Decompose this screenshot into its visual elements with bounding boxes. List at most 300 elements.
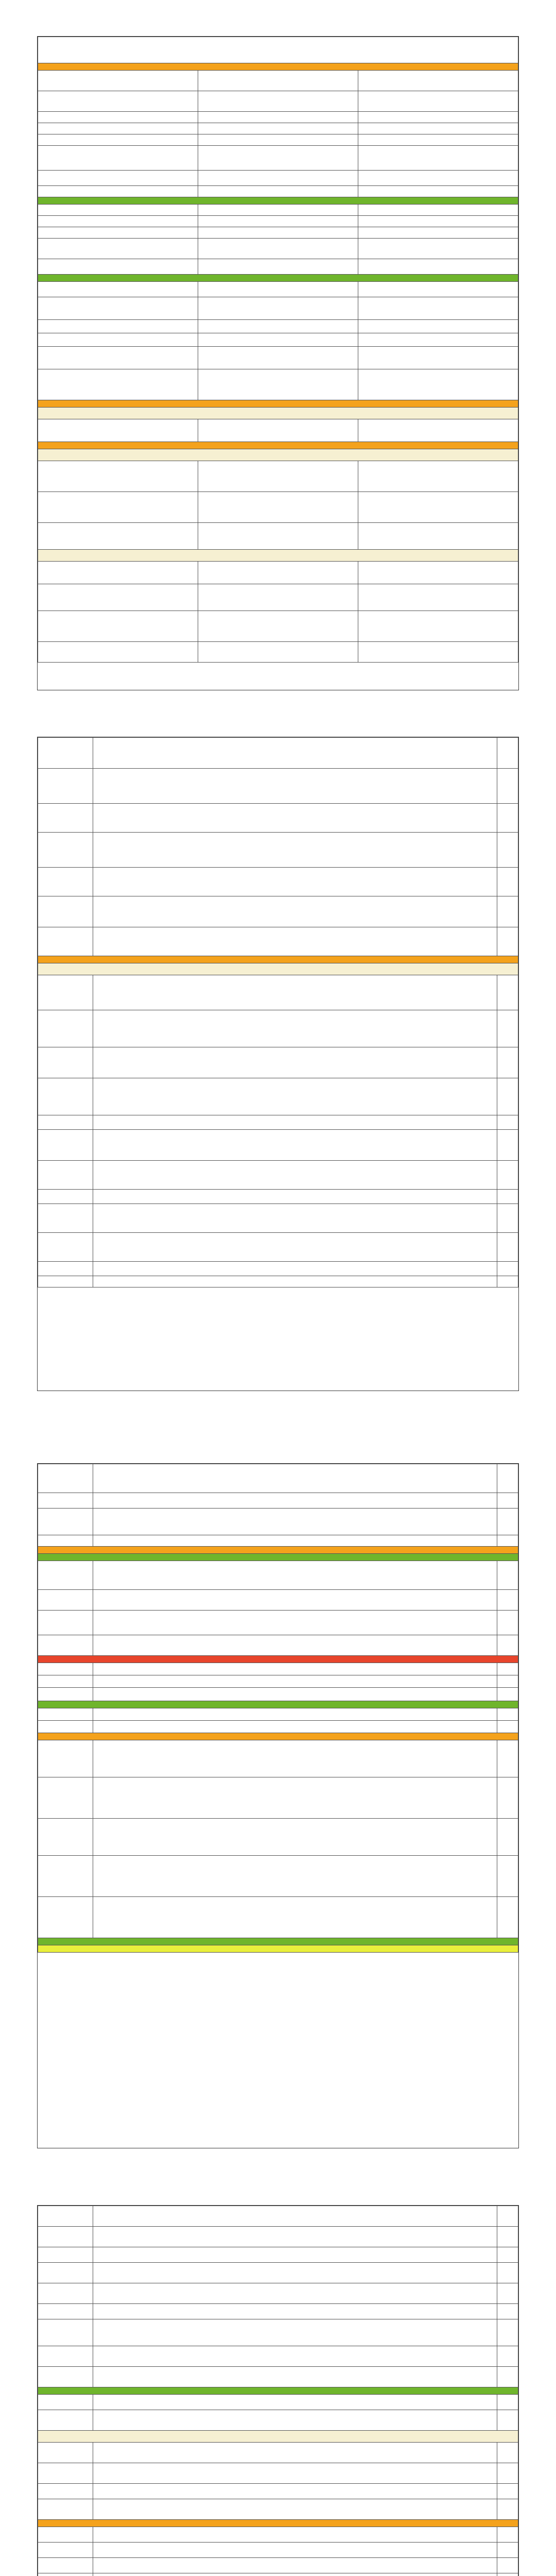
section-band <box>38 442 518 449</box>
row-number <box>497 2558 518 2573</box>
row-number <box>497 1856 518 1897</box>
row-number <box>497 738 518 769</box>
item-description <box>93 1897 497 1938</box>
table-row <box>38 492 518 523</box>
item-description <box>93 2304 497 2319</box>
item-price <box>38 239 198 259</box>
table-row <box>38 1464 518 1493</box>
item-price <box>38 868 93 896</box>
table-row <box>38 186 518 197</box>
row-number <box>358 584 518 611</box>
row-number <box>358 146 518 171</box>
section-heading <box>38 956 518 963</box>
item-description <box>93 1493 497 1509</box>
item-description <box>93 2206 497 2227</box>
section-heading <box>38 63 518 71</box>
table-row <box>38 611 518 642</box>
item-description <box>93 1115 497 1130</box>
item-price <box>38 738 93 769</box>
row-number <box>358 123 518 134</box>
item-price <box>38 584 198 611</box>
row-number <box>497 2463 518 2484</box>
table-row <box>38 112 518 123</box>
row-number <box>497 2543 518 2558</box>
row-number <box>497 1115 518 1130</box>
table-row <box>38 2443 518 2463</box>
item-price <box>38 1708 93 1721</box>
item-description <box>198 239 358 259</box>
item-price <box>38 2443 93 2463</box>
section-band <box>38 1656 518 1663</box>
row-number <box>497 1276 518 1287</box>
section-heading <box>38 400 518 408</box>
row-number <box>497 2499 518 2520</box>
item-price <box>38 347 198 369</box>
row-number <box>497 1611 518 1635</box>
item-price <box>38 297 198 320</box>
item-price <box>38 1777 93 1819</box>
item-price <box>38 1078 93 1115</box>
item-price <box>38 492 198 523</box>
row-number <box>497 868 518 896</box>
row-number <box>497 2346 518 2367</box>
row-number <box>497 2395 518 2410</box>
item-description <box>93 2499 497 2520</box>
table-row <box>38 91 518 112</box>
table-row <box>38 833 518 868</box>
section-band <box>38 2520 518 2527</box>
item-price <box>38 333 198 347</box>
row-number <box>497 833 518 868</box>
table-row <box>38 1635 518 1656</box>
table-row <box>38 1130 518 1161</box>
item-description <box>93 2443 497 2463</box>
item-description <box>93 1047 497 1078</box>
item-price <box>38 1721 93 1733</box>
table-row <box>38 2283 518 2304</box>
item-description <box>93 2543 497 2558</box>
item-price <box>38 2206 93 2227</box>
price-list-table <box>38 1464 518 1953</box>
table-row <box>38 1233 518 1262</box>
section-band <box>38 963 518 975</box>
row-number <box>358 91 518 112</box>
row-number <box>358 112 518 123</box>
row-number <box>497 1740 518 1777</box>
item-price <box>38 804 93 833</box>
table-row <box>38 1819 518 1856</box>
item-price <box>38 2573 93 2576</box>
table-row <box>38 2227 518 2247</box>
table-row <box>38 1663 518 1675</box>
table-row <box>38 738 518 769</box>
item-price <box>38 186 198 197</box>
item-price <box>38 134 198 146</box>
table-row <box>38 1721 518 1733</box>
item-price <box>38 2319 93 2346</box>
price-list-table <box>38 737 518 1287</box>
table-row <box>38 1897 518 1938</box>
table-row <box>38 642 518 663</box>
item-price <box>38 562 198 584</box>
row-number <box>358 227 518 239</box>
section-heading <box>38 1733 518 1740</box>
table-row <box>38 146 518 171</box>
item-description <box>93 2283 497 2304</box>
item-description <box>93 1688 497 1701</box>
item-price <box>38 2346 93 2367</box>
table-row <box>38 320 518 333</box>
item-price <box>38 91 198 112</box>
row-number <box>497 1561 518 1590</box>
item-description <box>198 523 358 550</box>
table-row <box>38 461 518 492</box>
table-row <box>38 205 518 216</box>
table-row <box>38 1535 518 1547</box>
table-row <box>38 2367 518 2387</box>
item-description <box>198 216 358 227</box>
item-price <box>38 1509 93 1535</box>
item-price <box>38 71 198 91</box>
row-number <box>497 1897 518 1938</box>
item-price <box>38 1190 93 1204</box>
price-list-table <box>38 37 518 663</box>
item-description <box>198 492 358 523</box>
table-row <box>38 216 518 227</box>
table-row <box>38 1590 518 1611</box>
row-number <box>497 975 518 1010</box>
section-band <box>38 550 518 562</box>
row-number <box>497 1675 518 1688</box>
row-number <box>358 347 518 369</box>
table-row <box>38 584 518 611</box>
table-row <box>38 804 518 833</box>
section-band <box>38 1938 518 1945</box>
item-description <box>93 738 497 769</box>
item-description <box>93 2263 497 2283</box>
item-price <box>38 216 198 227</box>
row-number <box>358 611 518 642</box>
item-price <box>38 1740 93 1777</box>
table-row <box>38 2499 518 2520</box>
row-number <box>358 642 518 663</box>
row-number <box>497 2227 518 2247</box>
section-heading <box>38 1656 518 1663</box>
table-row <box>38 1493 518 1509</box>
section-heading <box>38 408 518 419</box>
table-row <box>38 975 518 1010</box>
item-description <box>93 2463 497 2484</box>
item-price <box>38 1856 93 1897</box>
item-description <box>93 2247 497 2263</box>
section-heading <box>38 1945 518 1953</box>
item-price <box>38 282 198 297</box>
row-number <box>497 1777 518 1819</box>
document-page <box>37 36 519 690</box>
row-number <box>497 2206 518 2227</box>
item-description <box>93 1130 497 1161</box>
row-number <box>358 523 518 550</box>
item-price <box>38 2558 93 2573</box>
section-heading <box>38 1554 518 1561</box>
table-row <box>38 1856 518 1897</box>
item-description <box>93 975 497 1010</box>
document-page <box>37 1463 519 2148</box>
item-price <box>38 1464 93 1493</box>
section-band <box>38 956 518 963</box>
item-description <box>93 1190 497 1204</box>
row-number <box>497 2410 518 2431</box>
item-price <box>38 1010 93 1047</box>
item-price <box>38 1561 93 1590</box>
item-price <box>38 227 198 239</box>
item-price <box>38 1493 93 1509</box>
item-price <box>38 2395 93 2410</box>
table-row <box>38 2463 518 2484</box>
row-number <box>497 1688 518 1701</box>
item-price <box>38 123 198 134</box>
table-row <box>38 282 518 297</box>
row-number <box>497 1130 518 1161</box>
item-price <box>38 1276 93 1287</box>
item-price <box>38 1819 93 1856</box>
section-heading <box>38 449 518 461</box>
table-row <box>38 123 518 134</box>
table-row <box>38 1078 518 1115</box>
item-description <box>198 347 358 369</box>
table-row <box>38 927 518 956</box>
item-price <box>38 2499 93 2520</box>
section-heading <box>38 2520 518 2527</box>
section-band <box>38 1945 518 1953</box>
table-row <box>38 1204 518 1233</box>
item-description <box>198 584 358 611</box>
table-row <box>38 2558 518 2573</box>
row-number <box>497 1464 518 1493</box>
table-row <box>38 71 518 91</box>
table-row <box>38 1777 518 1819</box>
row-number <box>497 927 518 956</box>
document-title-row <box>38 37 518 63</box>
item-description <box>93 2227 497 2247</box>
item-description <box>93 1635 497 1656</box>
item-description <box>198 186 358 197</box>
row-number <box>358 419 518 442</box>
table-row <box>38 1688 518 1701</box>
row-number <box>497 1509 518 1535</box>
table-row <box>38 1190 518 1204</box>
item-price <box>38 1204 93 1233</box>
item-description <box>93 1233 497 1262</box>
item-price <box>38 1535 93 1547</box>
item-description <box>93 1819 497 1856</box>
item-description <box>93 2527 497 2543</box>
item-description <box>198 282 358 297</box>
item-price <box>38 927 93 956</box>
row-number <box>497 1721 518 1733</box>
section-heading <box>38 442 518 449</box>
item-price <box>38 1161 93 1190</box>
item-price <box>38 1233 93 1262</box>
row-number <box>497 2319 518 2346</box>
section-band <box>38 2387 518 2395</box>
section-band <box>38 275 518 282</box>
table-row <box>38 419 518 442</box>
item-description <box>93 1856 497 1897</box>
table-row <box>38 868 518 896</box>
item-description <box>93 2558 497 2573</box>
table-row <box>38 1262 518 1276</box>
item-price <box>38 259 198 275</box>
table-row <box>38 2573 518 2576</box>
item-price <box>38 896 93 927</box>
section-band <box>38 2431 518 2443</box>
section-band <box>38 1733 518 1740</box>
item-description <box>93 2573 497 2576</box>
document-page <box>37 2205 519 2576</box>
item-description <box>198 71 358 91</box>
item-price <box>38 833 93 868</box>
table-row <box>38 2410 518 2431</box>
item-price <box>38 2463 93 2484</box>
row-number <box>497 1010 518 1047</box>
row-number <box>497 1190 518 1204</box>
table-row <box>38 2346 518 2367</box>
item-description <box>93 769 497 804</box>
item-description <box>93 2395 497 2410</box>
item-description <box>93 1464 497 1493</box>
item-price <box>38 369 198 400</box>
row-number <box>497 769 518 804</box>
item-description <box>198 333 358 347</box>
item-price <box>38 1262 93 1276</box>
item-price <box>38 1635 93 1656</box>
item-price <box>38 112 198 123</box>
item-description <box>93 927 497 956</box>
row-number <box>358 134 518 146</box>
row-number <box>358 71 518 91</box>
item-description <box>93 2346 497 2367</box>
table-row <box>38 2543 518 2558</box>
table-row <box>38 1561 518 1590</box>
item-description <box>93 1721 497 1733</box>
section-heading <box>38 1938 518 1945</box>
row-number <box>497 1708 518 1721</box>
item-price <box>38 2367 93 2387</box>
table-row <box>38 227 518 239</box>
item-price <box>38 2543 93 2558</box>
item-description <box>93 1777 497 1819</box>
table-row <box>38 2263 518 2283</box>
item-description <box>93 1663 497 1675</box>
table-row <box>38 1276 518 1287</box>
row-number <box>497 2247 518 2263</box>
table-row <box>38 523 518 550</box>
table-row <box>38 369 518 400</box>
item-description <box>93 1740 497 1777</box>
table-row <box>38 239 518 259</box>
item-price <box>38 1688 93 1701</box>
item-description <box>198 419 358 442</box>
price-list-table <box>38 2206 518 2576</box>
item-description <box>198 146 358 171</box>
item-description <box>93 868 497 896</box>
item-price <box>38 611 198 642</box>
item-price <box>38 2283 93 2304</box>
item-price <box>38 2263 93 2283</box>
item-description <box>93 2319 497 2346</box>
section-heading <box>38 275 518 282</box>
row-number <box>497 1535 518 1547</box>
item-description <box>198 91 358 112</box>
row-number <box>497 1161 518 1190</box>
item-price <box>38 1047 93 1078</box>
row-number <box>497 1635 518 1656</box>
row-number <box>358 369 518 400</box>
row-number <box>358 216 518 227</box>
item-description <box>93 1509 497 1535</box>
item-price <box>38 1897 93 1938</box>
row-number <box>497 2527 518 2543</box>
section-band <box>38 449 518 461</box>
item-description <box>93 1161 497 1190</box>
item-description <box>198 297 358 320</box>
item-description <box>93 1590 497 1611</box>
item-description <box>198 134 358 146</box>
document-title <box>38 37 518 63</box>
item-description <box>93 1010 497 1047</box>
row-number <box>358 171 518 186</box>
row-number <box>358 239 518 259</box>
section-heading <box>38 550 518 562</box>
row-number <box>358 205 518 216</box>
row-number <box>497 1819 518 1856</box>
table-row <box>38 2247 518 2263</box>
row-number <box>358 562 518 584</box>
section-band <box>38 197 518 205</box>
table-row <box>38 1010 518 1047</box>
row-number <box>497 1663 518 1675</box>
item-price <box>38 1663 93 1675</box>
table-row <box>38 1708 518 1721</box>
table-row <box>38 2304 518 2319</box>
item-price <box>38 171 198 186</box>
row-number <box>358 492 518 523</box>
table-row <box>38 171 518 186</box>
row-number <box>358 320 518 333</box>
item-description <box>93 1611 497 1635</box>
item-price <box>38 320 198 333</box>
item-price <box>38 419 198 442</box>
section-band <box>38 1554 518 1561</box>
row-number <box>497 1493 518 1509</box>
row-number <box>358 297 518 320</box>
item-price <box>38 975 93 1010</box>
table-row <box>38 259 518 275</box>
item-description <box>93 2367 497 2387</box>
item-price <box>38 2304 93 2319</box>
table-row <box>38 562 518 584</box>
table-row <box>38 1047 518 1078</box>
item-description <box>93 2410 497 2431</box>
section-heading <box>38 2431 518 2443</box>
item-description <box>93 1535 497 1547</box>
item-description <box>198 369 358 400</box>
item-description <box>198 227 358 239</box>
item-description <box>93 1561 497 1590</box>
document-page <box>37 737 519 1391</box>
item-description <box>198 611 358 642</box>
